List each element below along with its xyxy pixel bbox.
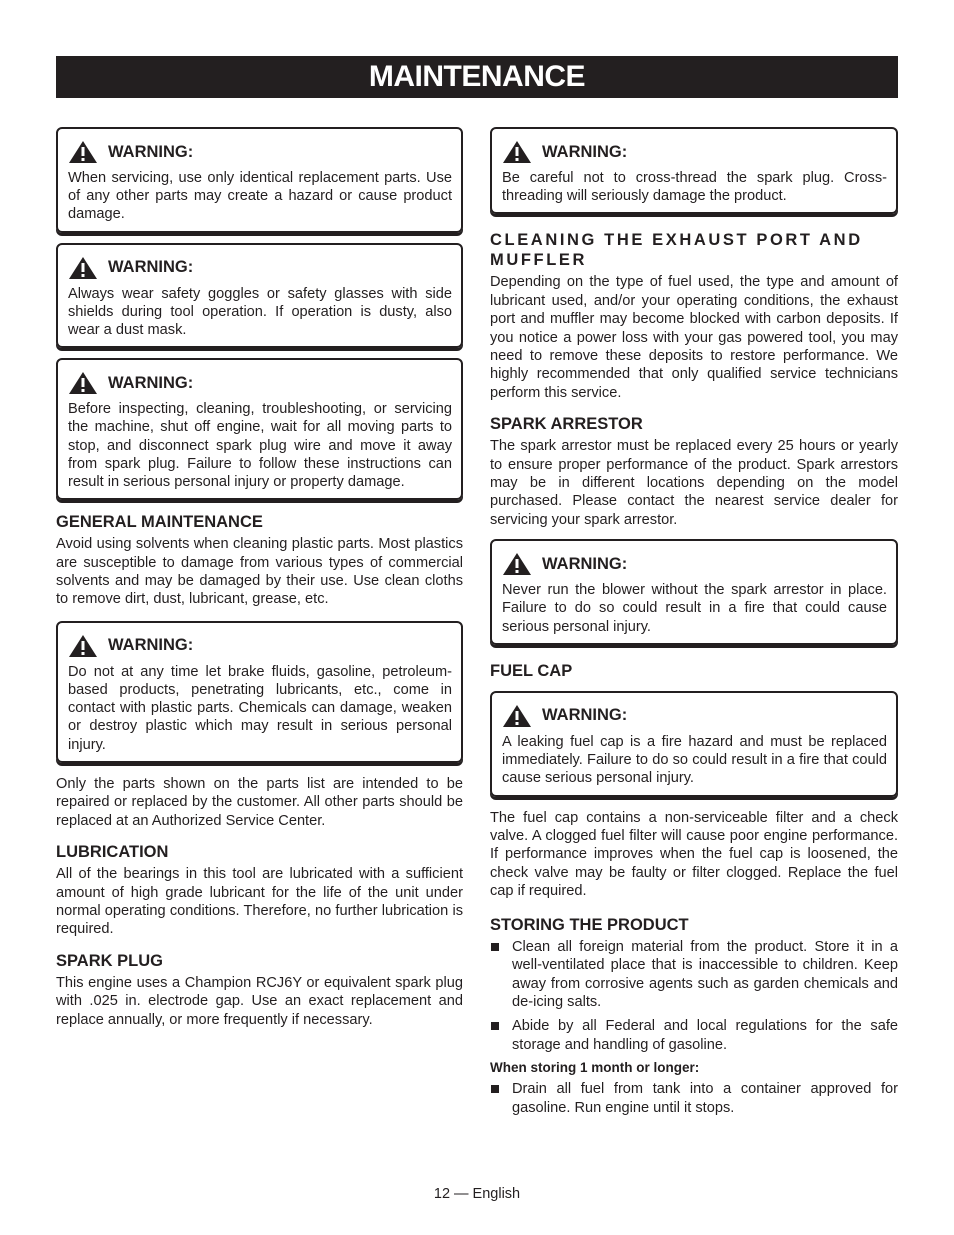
warning-title: WARNING: — [542, 706, 628, 725]
list-item — [490, 938, 898, 1012]
warning-text: A leaking fuel cap is a fire hazard and must be replaced immediately. Failure to do so could result in a fire that could cause serious personal injury. — [502, 733, 887, 787]
section-heading-lubrication: LUBRICATION — [56, 843, 169, 862]
warning-text: When servicing, use only identical replacement parts. Use of any other parts may create a hazard or cause product damage. — [68, 170, 452, 223]
bullet-text: Drain all fuel from tank into a container approved for gasoline. Run engine until it stops. — [512, 1081, 898, 1116]
warning-box-fuel-cap — [490, 691, 898, 797]
exhaust-port-text: Depending on the type of fuel used, the type and amount of lubricant used, and/or your operating conditions, the exhaust port and muffler may become blocked with carbon deposits. If you notice a power loss with your gas powered tool, you may need to remove these deposits to restore performance. We highly recommended that only qualified service technicians perform this service. — [490, 274, 898, 401]
section-heading-fuel-cap: FUEL CAP — [490, 661, 573, 680]
warning-header — [502, 551, 887, 577]
warning-header — [68, 255, 452, 281]
warning-triangle-icon — [502, 552, 532, 576]
storing-subheading: When storing 1 month or longer: — [490, 1060, 700, 1076]
section-heading-exhaust-port: CLEANING THE EXHAUST PORT AND MUFFLER — [490, 231, 863, 270]
bullet-text: Abide by all Federal and local regulations for the safe storage and handling of gasoline. — [512, 1017, 898, 1053]
warning-triangle-icon — [68, 371, 98, 395]
warning-triangle-icon — [68, 634, 98, 658]
warning-title: WARNING: — [542, 142, 628, 161]
bullet-text: Clean all foreign material from the product. Store it in a well-ventilated place that is inaccessible to children. Keep away from corrosive agents such as garden chemicals and de-icing salts. — [512, 938, 898, 1011]
general-maintenance-text: Avoid using solvents when cleaning plastic parts. Most plastics are susceptible to damage from various types of commercial solvents and may be damaged by their use. Use clean cloths to remove dirt, dust, lubricant, grease, etc. — [56, 536, 463, 608]
warning-box-spark-arrestor — [490, 539, 898, 645]
list-item — [490, 1017, 898, 1054]
warning-box-replacement-parts — [56, 127, 463, 233]
warning-header — [502, 139, 887, 165]
warning-triangle-icon — [502, 704, 532, 728]
warning-text: Never run the blower without the spark arrestor in place. Failure to do so could result in a fire that could cause serious personal injury. — [502, 582, 887, 635]
section-heading-spark-plug: SPARK PLUG — [56, 951, 163, 970]
warning-header — [68, 139, 452, 165]
warning-text: Before inspecting, cleaning, troubleshooting, or servicing the machine, shut off engine, wait for all moving parts to stop, and disconnect spark plug wire and move it away from spark plug. Failure to follow these instructions can result in serious personal injury or property damage. — [68, 401, 452, 491]
warning-triangle-icon — [68, 140, 98, 164]
fuel-cap-text: The fuel cap contains a non-serviceable filter and a check valve. A clogged fuel filter will cause poor engine performance. If performance improves when the fuel cap is loosened, the check valve may be faulty or filter clogged. Replace the fuel cap if required. — [490, 809, 898, 900]
warning-text: Always wear safety goggles or safety glasses with side shields during tool operation. If operation is dusty, also wear a dust mask. — [68, 285, 452, 339]
warning-header — [502, 703, 887, 729]
section-heading-storing: STORING THE PRODUCT — [490, 915, 689, 934]
parts-list-text: Only the parts shown on the parts list are intended to be repaired or replaced by the customer. All other parts should be replaced at an Authorized Service Center. — [56, 775, 463, 829]
warning-text: Be careful not to cross-thread the spark plug. Cross-threading will seriously damage the product. — [502, 170, 887, 205]
warning-box-cross-thread — [490, 127, 898, 214]
warning-title: WARNING: — [108, 636, 194, 655]
warning-text: Do not at any time let brake fluids, gasoline, petroleum-based products, penetrating lubricants, etc., come in contact with plastic parts. Chemicals can damage, weaken or destroy plastic which may result in serious personal injury. — [68, 663, 452, 753]
bullet-square-icon — [491, 1085, 499, 1093]
page-title: MAINTENANCE — [56, 56, 898, 98]
spark-arrestor-text: The spark arrestor must be replaced every 25 hours or yearly to ensure proper performance of the product. Spark arrestors may be in different locations depending on the model purchased. Please contact the nearest service dealer for servicing your spark arrestor. — [490, 438, 898, 528]
warning-header — [68, 370, 452, 396]
warning-box-safety-goggles — [56, 243, 463, 349]
warning-triangle-icon — [502, 140, 532, 164]
warning-header — [68, 633, 452, 659]
section-heading-general-maintenance: GENERAL MAINTENANCE — [56, 513, 263, 532]
warning-title: WARNING: — [108, 373, 194, 392]
warning-triangle-icon — [68, 256, 98, 280]
list-item — [490, 1080, 898, 1117]
lubrication-text: All of the bearings in this tool are lubricated with a sufficient amount of high grade lubricant for the life of the unit under normal operating conditions. Therefore, no further lubrication is required. — [56, 866, 463, 938]
section-heading-spark-arrestor: SPARK ARRESTOR — [490, 415, 643, 434]
warning-title: WARNING: — [542, 554, 628, 573]
spark-plug-text: This engine uses a Champion RCJ6Y or equivalent spark plug with .025 in. electrode gap. Use an exact replacement and replace annually, or more frequently if necessary. — [56, 974, 463, 1028]
page-footer: 12 — English — [433, 1186, 521, 1202]
left-column — [56, 127, 463, 1035]
warning-box-shut-off-engine — [56, 358, 463, 500]
bullet-square-icon — [491, 943, 499, 951]
bullet-square-icon — [491, 1022, 499, 1030]
warning-title: WARNING: — [108, 258, 194, 277]
warning-title: WARNING: — [108, 142, 194, 161]
warning-box-chemicals — [56, 621, 463, 763]
right-column — [490, 127, 898, 1122]
